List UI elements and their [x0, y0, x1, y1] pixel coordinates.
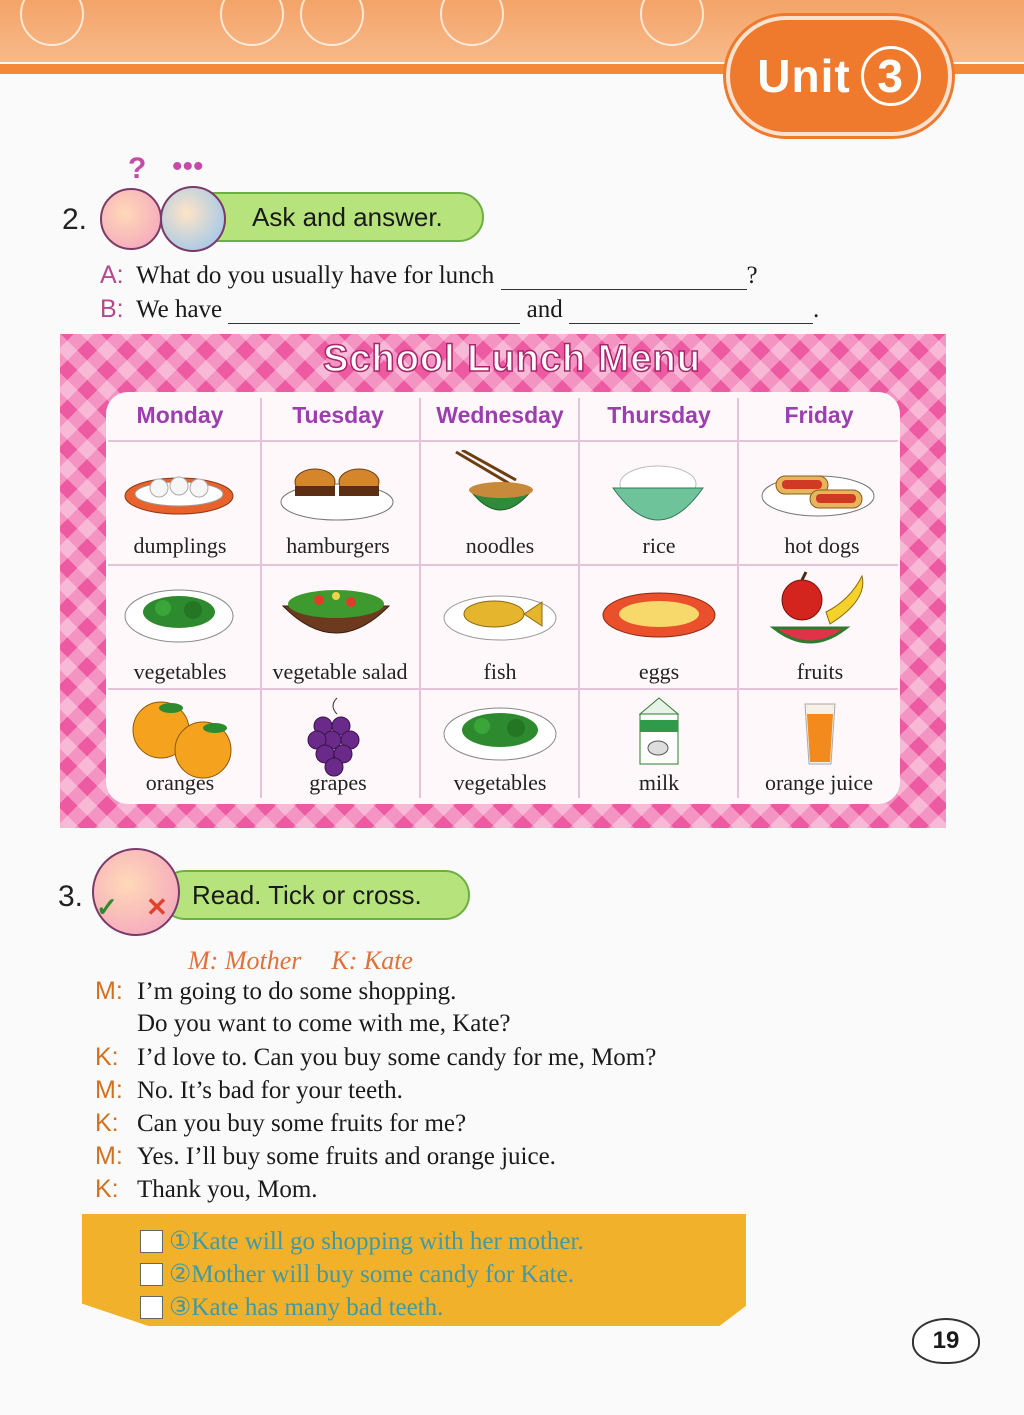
hamburgers-icon — [279, 460, 395, 522]
column-divider — [578, 398, 580, 798]
dialogue-line — [95, 1076, 403, 1105]
menu-item-label: dumplings — [133, 533, 227, 558]
day-header: Tuesday — [292, 402, 384, 428]
boy-mascot-icon — [160, 186, 226, 252]
menu-item-label: fish — [483, 659, 517, 684]
dialogue-text: Can you buy some fruits for me? — [137, 1110, 467, 1137]
question-line — [100, 261, 758, 290]
speaker-label: K: — [95, 1175, 119, 1203]
menu-item-label: oranges — [145, 770, 215, 795]
menu-item-label: rice — [642, 533, 676, 558]
column-divider — [737, 398, 739, 798]
unit-label: Unit — [757, 50, 851, 102]
question-text: What do you usually have for lunch — [136, 262, 495, 289]
statement-text: ②Mother will buy some candy for Kate. — [169, 1261, 574, 1288]
dialogue-line — [95, 1010, 511, 1038]
salad-icon — [279, 584, 393, 642]
oranges-icon — [123, 700, 243, 780]
menu-item-label: hot dogs — [784, 533, 860, 558]
answer-blank[interactable] — [569, 301, 813, 324]
unit-number: 3 — [861, 46, 921, 106]
flower-decoration — [300, 0, 364, 46]
answer-line — [100, 295, 819, 324]
cross-icon: ✕ — [146, 892, 168, 922]
section-2-instruction: Ask and answer. — [180, 192, 484, 242]
section-3-instruction: Read. Tick or cross. — [160, 870, 470, 920]
column-divider — [260, 398, 262, 798]
answer-blank[interactable] — [228, 301, 520, 324]
fruits-icon — [770, 570, 870, 650]
hot-dogs-icon — [760, 460, 876, 520]
girl-mascot-icon — [100, 188, 162, 250]
orange-juice-icon — [802, 700, 838, 766]
answer-text: We have — [136, 296, 223, 323]
speaker-label: M: — [95, 1142, 123, 1170]
menu-title: School Lunch Menu — [323, 338, 701, 380]
dialogue-line — [95, 1043, 656, 1072]
tick-checkbox[interactable] — [140, 1230, 163, 1253]
rice-icon — [609, 456, 707, 526]
speaker-label: B: — [100, 295, 124, 323]
milk-carton-icon — [636, 696, 682, 766]
day-header: Wednesday — [436, 402, 564, 428]
unit-badge — [726, 16, 952, 136]
vegetables-icon — [123, 584, 235, 644]
menu-item-label: vegetables — [133, 659, 227, 684]
menu-item-label: eggs — [638, 659, 680, 684]
dialogue-text: No. It’s bad for your teeth. — [137, 1077, 403, 1104]
page-number: 19 — [912, 1318, 980, 1364]
menu-item-label: vegetable salad — [272, 659, 408, 684]
fish-icon — [442, 588, 558, 644]
speaker-label: K: — [95, 1043, 119, 1071]
statement-text: ①Kate will go shopping with her mother. — [169, 1228, 584, 1255]
legend-kate: K: Kate — [331, 946, 413, 975]
speaker-legend — [188, 946, 413, 976]
statement-item — [140, 1226, 584, 1256]
dialogue-line — [95, 1175, 318, 1204]
speaker-label: K: — [95, 1109, 119, 1137]
dialogue-line — [95, 977, 456, 1006]
menu-item-label: noodles — [465, 533, 535, 558]
day-header: Monday — [136, 402, 224, 428]
eggs-icon — [601, 590, 717, 640]
speaker-label: M: — [95, 977, 123, 1005]
dialogue-text: Thank you, Mom. — [137, 1176, 318, 1203]
grapes-icon — [303, 696, 367, 778]
row-divider — [108, 564, 898, 566]
dialogue-text: Yes. I’ll buy some fruits and orange juice. — [137, 1143, 556, 1170]
menu-item-label: orange juice — [764, 770, 874, 795]
tick-icon: ✓ — [96, 892, 118, 922]
speaker-label: M: — [95, 1076, 123, 1104]
statement-item — [140, 1292, 443, 1322]
answer-blank[interactable] — [501, 267, 747, 290]
tick-checkbox[interactable] — [140, 1263, 163, 1286]
day-header: Thursday — [607, 402, 711, 428]
menu-item-label: fruits — [796, 659, 844, 684]
dialogue-text: Do you want to come with me, Kate? — [137, 1010, 511, 1037]
menu-item-label: milk — [638, 770, 680, 795]
menu-item-label: grapes — [309, 770, 367, 795]
answer-end: . — [813, 296, 820, 323]
dialogue-text: I’m going to do some shopping. — [137, 978, 457, 1005]
statement-item — [140, 1259, 574, 1289]
row-divider — [108, 688, 898, 690]
speaker-label: A: — [100, 261, 124, 289]
menu-item-label: vegetables — [453, 770, 547, 795]
dumplings-icon — [123, 466, 235, 518]
dialogue-text: I’d love to. Can you buy some candy for me, Mom? — [137, 1044, 657, 1071]
legend-mother: M: Mother — [188, 946, 302, 975]
flower-decoration — [220, 0, 284, 46]
dialogue-line — [95, 1109, 466, 1138]
tick-checkbox[interactable] — [140, 1296, 163, 1319]
dialogue-line — [95, 1142, 556, 1171]
day-header: Friday — [784, 402, 854, 428]
flower-decoration — [20, 0, 84, 46]
section-2-number: 2. — [62, 203, 88, 236]
statement-text: ③Kate has many bad teeth. — [169, 1294, 444, 1321]
section-3-number: 3. — [58, 880, 84, 913]
row-divider — [108, 440, 898, 442]
menu-item-label: hamburgers — [286, 533, 390, 558]
flower-decoration — [640, 0, 704, 46]
vegetables-icon — [442, 700, 558, 762]
question-end: ? — [746, 262, 758, 289]
answer-middle: and — [526, 296, 563, 323]
flower-decoration — [440, 0, 504, 46]
column-divider — [419, 398, 421, 798]
noodles-icon — [452, 450, 548, 530]
question-bubble-icon: ? — [128, 152, 147, 185]
speech-bubble-icon: ••• — [172, 150, 204, 183]
